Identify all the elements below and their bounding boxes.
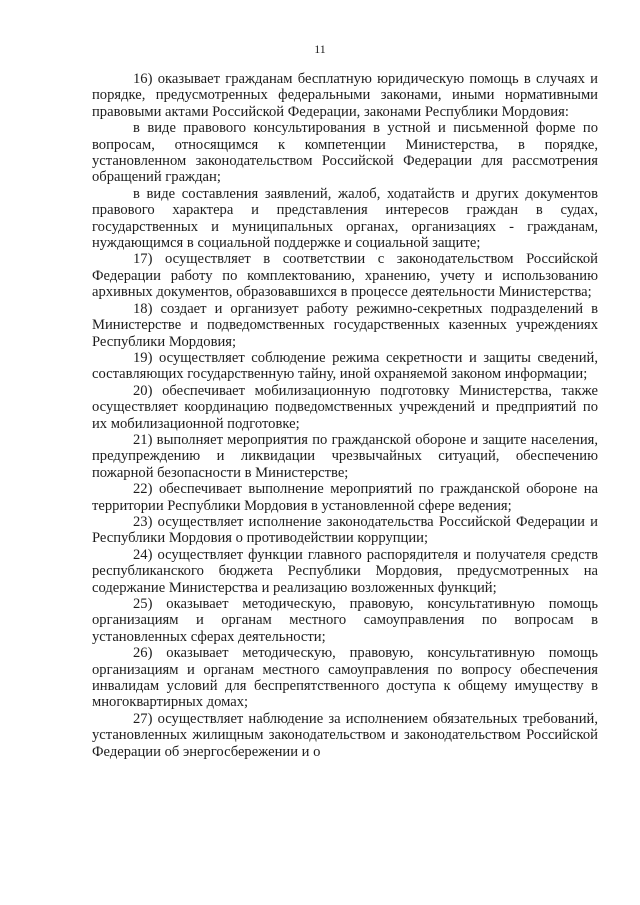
- page-number: 11: [314, 42, 326, 56]
- paragraph-22: 22) обеспечивает выполнение мероприятий по гражданской обороне на территории Республики Мордовия в установленной сфере ведения;: [92, 481, 598, 514]
- paragraph-25: 25) оказывает методическую, правовую, консультативную помощь организациям и органам местного самоуправления по вопросам в установленных сферах деятельности;: [92, 596, 598, 645]
- paragraph-16: 16) оказывает гражданам бесплатную юридическую помощь в случаях и порядке, предусмотренных федеральными законами, иными нормативными правовыми актами Российской Федерации, законами Республики Мордовия:: [92, 71, 598, 120]
- document-body: [92, 71, 598, 760]
- paragraph-18: 18) создает и организует работу режимно-секретных подразделений в Министерстве и подведомственных государственных казенных учреждениях Республики Мордовия;: [92, 300, 598, 350]
- paragraph-26: 26) оказывает методическую, правовую, консультативную помощь организациям и органам местного самоуправления по вопросу обеспечения инвалидам условий для беспрепятственного доступа к общему имуществу в многоквартирных домах;: [92, 645, 598, 711]
- paragraph-17: 17) осуществляет в соответствии с законодательством Российской Федерации работу по комплектованию, хранению, учету и использованию архивных документов, образовавшихся в процессе деятельности Министерства;: [92, 251, 598, 301]
- paragraph-19: 19) осуществляет соблюдение режима секретности и защиты сведений, составляющих государственную тайну, иной охраняемой законом информации;: [92, 349, 598, 383]
- paragraph-20: 20) обеспечивает мобилизационную подготовку Министерства, также осуществляет координацию подведомственных учреждений и предприятий по их мобилизационной подготовке;: [92, 382, 598, 432]
- paragraph-24: 24) осуществляет функции главного распорядителя и получателя средств республиканского бюджета Республики Мордовия, предусмотренных на содержание Министерства и реализацию возложенных функций;: [92, 546, 598, 596]
- paragraph-23: 23) осуществляет исполнение законодательства Российской Федерации и Республики Мордовия о противодействии коррупции;: [92, 513, 598, 547]
- paragraph-16-documents: в виде составления заявлений, жалоб, ходатайств и других документов правового характера и представления интересов граждан в судах, государственных и муниципальных органах, организациях - гражданам, нуждающимся в социальной поддержке и социальной защите;: [92, 185, 598, 252]
- paragraph-21: 21) выполняет мероприятия по гражданской обороне и защите населения, предупреждению и ликвидации чрезвычайных ситуаций, обеспечению пожарной безопасности в Министерстве;: [92, 431, 598, 481]
- paragraph-27: 27) осуществляет наблюдение за исполнением обязательных требований, установленных жилищным законодательством и законодательством Российской Федерации об энергосбережении и о: [92, 710, 598, 760]
- paragraph-16-consulting: в виде правового консультирования в устной и письменной форме по вопросам, относящимся к компетенции Министерства, в порядке, установленном законодательством Российской Федерации для рассмотрения обращений граждан;: [92, 120, 598, 186]
